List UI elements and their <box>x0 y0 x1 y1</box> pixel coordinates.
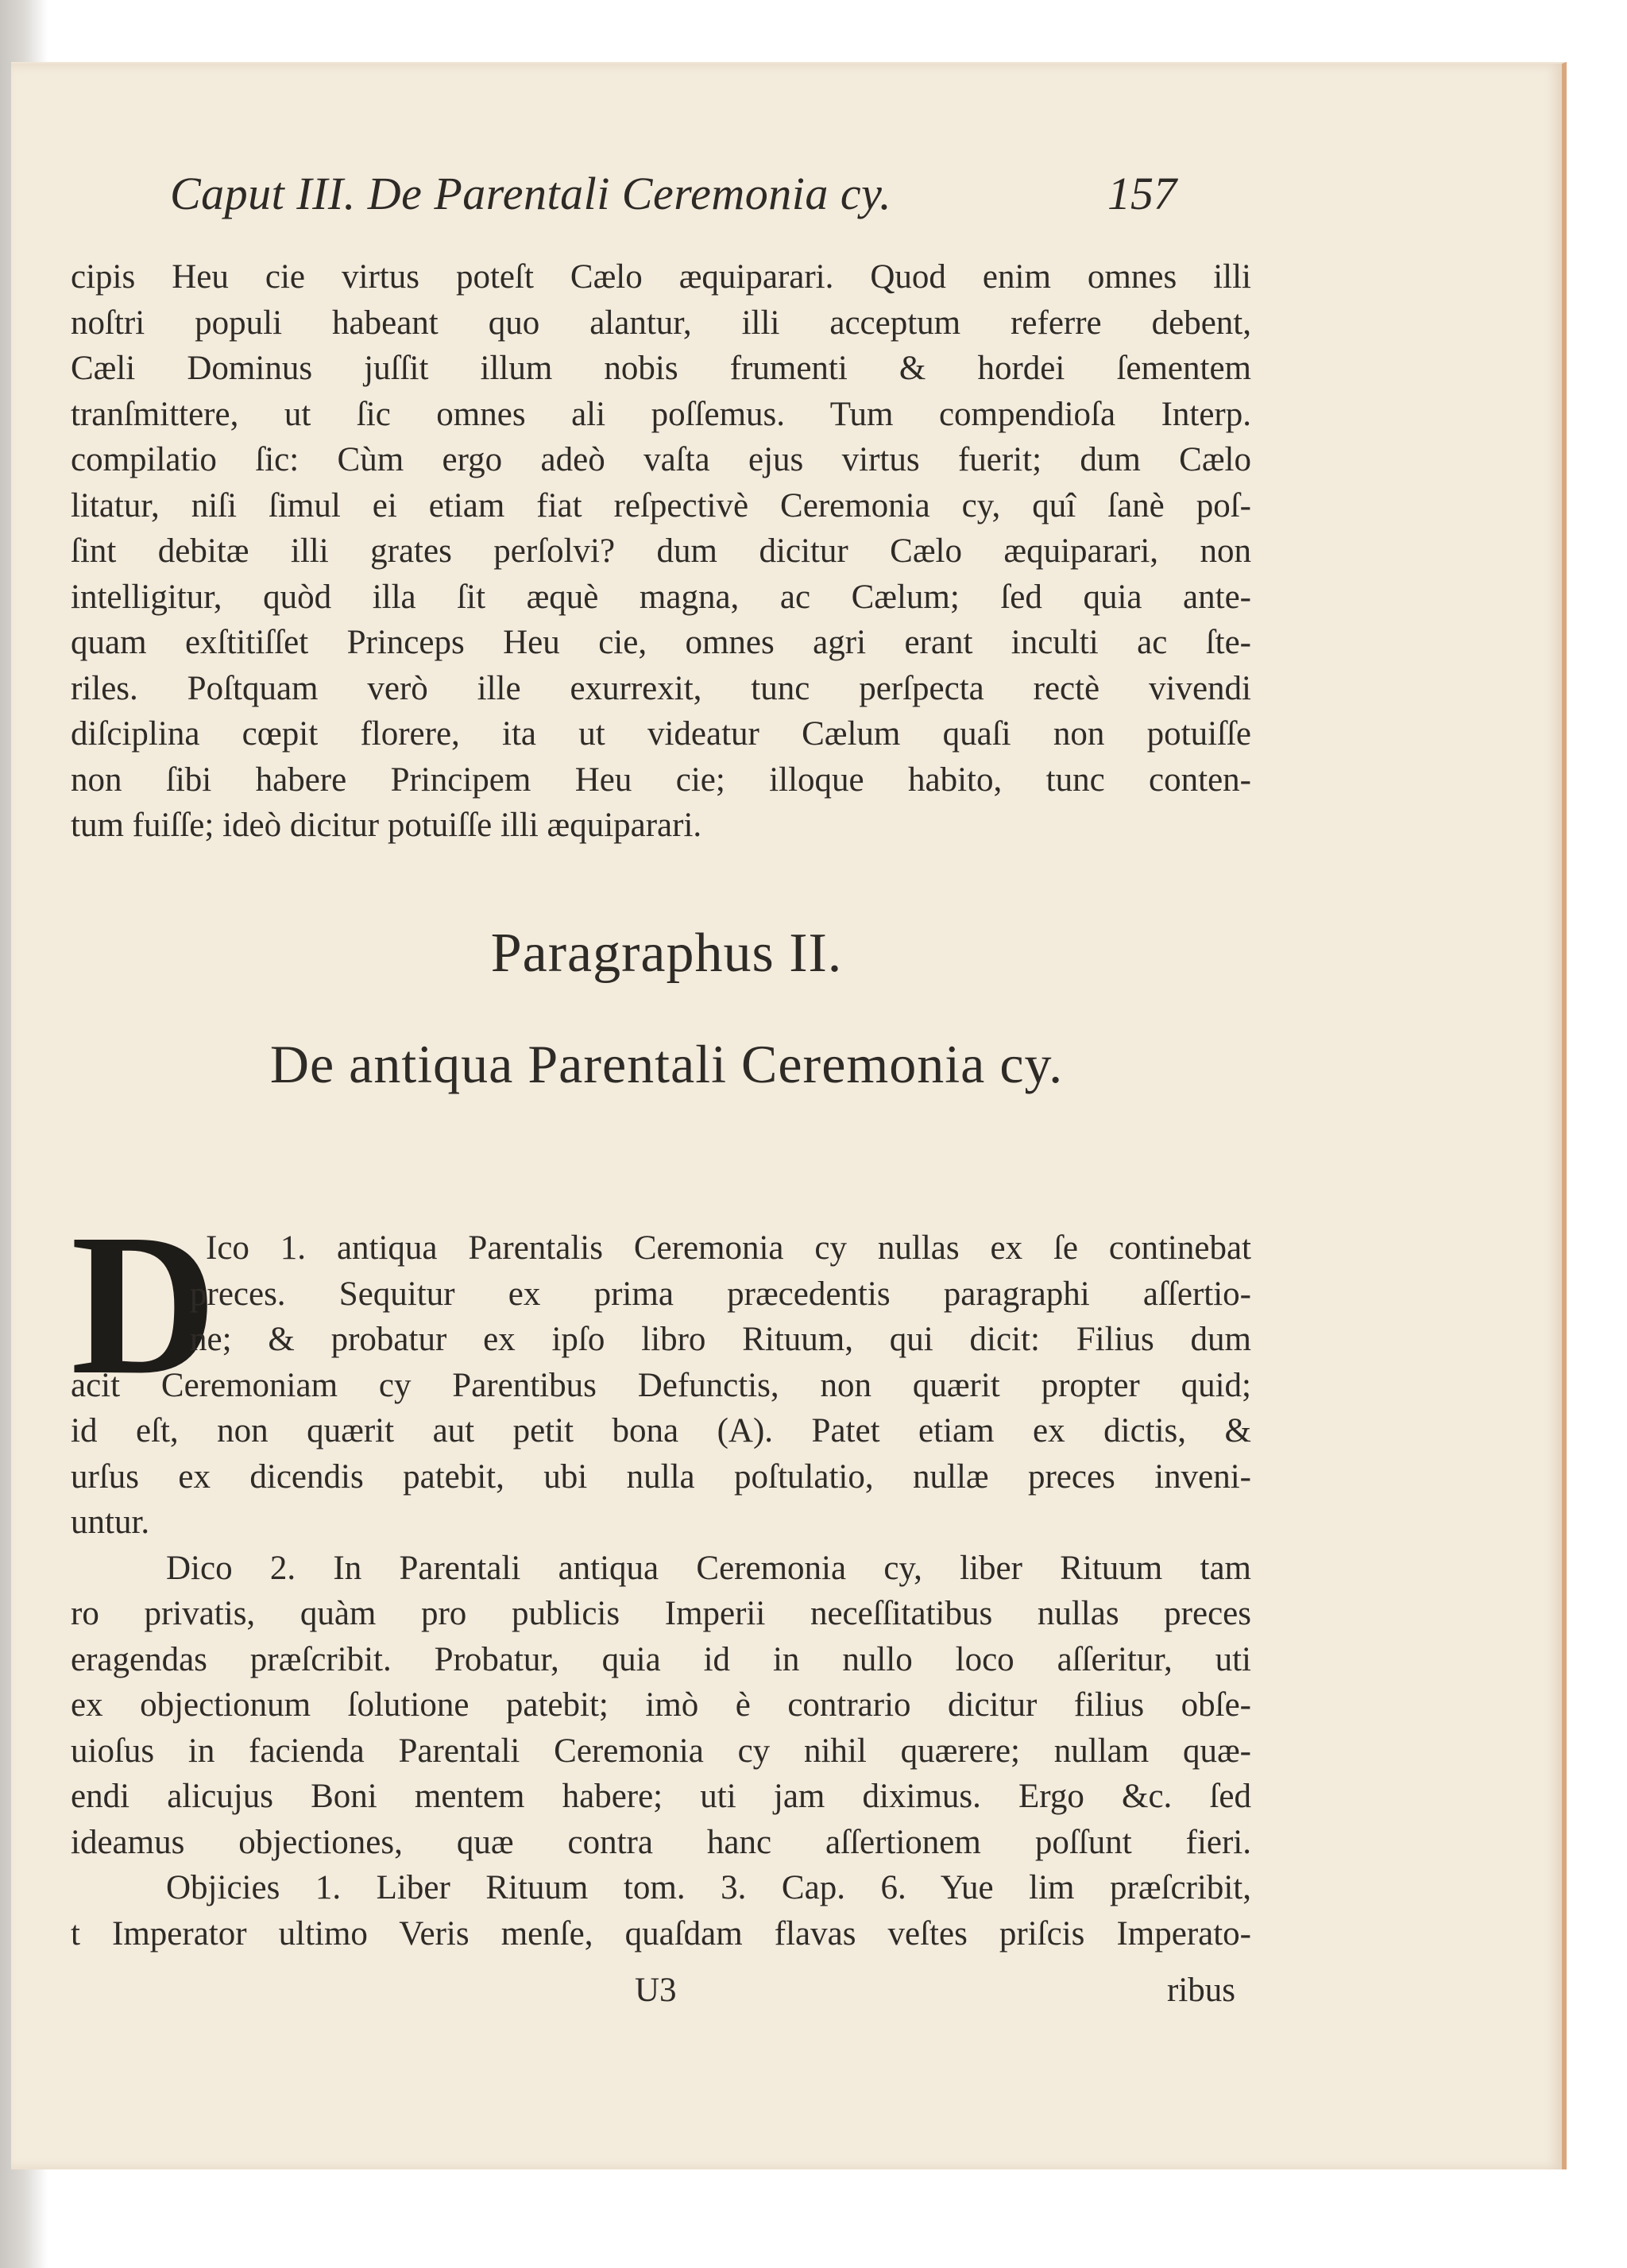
text-line: t Imperator ultimo Veris menſe, quaſdam flavas veſtes priſcis Imperato- <box>71 1914 1251 1953</box>
page-number: 157 <box>1107 168 1177 219</box>
text-line: quam exſtitiſſet Princeps Heu cie, omnes agri erant inculti ac ſte- <box>71 624 1251 661</box>
text-line: Cæli Dominus juſſit illum nobis frumenti & hordei ſementem <box>71 350 1251 387</box>
text-line: Ico 1. antiqua Parentalis Ceremonia cy nullas ex ſe continebat <box>206 1229 1251 1267</box>
paragraph-heading: Paragraphus II. <box>490 923 843 984</box>
running-head-title: Caput III. De Parentali Ceremonia cy. <box>170 168 892 219</box>
text-line: untur. <box>71 1504 150 1541</box>
text-line: compilatio ſic: Cùm ergo adeò vaſta ejus virtus fuerit; dum Cælo <box>71 441 1251 478</box>
paragraph-subheading: De antiqua Parentali Ceremonia cy. <box>269 1034 1064 1094</box>
text-line: acit Ceremoniam cy Parentibus Defunctis, non quærit propter quid; <box>71 1366 1251 1404</box>
text-line: diſciplina cœpit florere, ita ut videatur Cælum quaſi non potuiſſe <box>71 715 1251 753</box>
text-line: ex objectionum ſolutione patebit; imò è contrario dicitur filius obſe- <box>71 1686 1251 1724</box>
text-line: Objicies 1. Liber Rituum tom. 3. Cap. 6. Yue lim præſcribit, <box>166 1869 1251 1906</box>
text-line: endi alicujus Boni mentem habere; uti jam diximus. Ergo &c. ſed <box>71 1778 1251 1815</box>
text-line: ro privatis, quàm pro publicis Imperii neceſſitatibus nullas preces <box>71 1595 1251 1632</box>
text-line: tranſmittere, ut ſic omnes ali poſſemus. Tum compendioſa Interp. <box>71 395 1251 433</box>
book-page <box>11 62 1567 2169</box>
signature-mark: U3 <box>635 1972 677 2009</box>
text-line: tum fuiſſe; ideò dicitur potuiſſe illi æquiparari. <box>71 807 702 844</box>
text-line: id eſt, non quærit aut petit bona (A). Patet etiam ex dictis, & <box>71 1412 1251 1449</box>
text-line: riles. Poſtquam verò ille exurrexit, tunc perſpecta rectè vivendi <box>71 669 1251 707</box>
text-line: eragendas præſcribit. Probatur, quia id in nullo loco aſſeritur, uti <box>71 1640 1251 1678</box>
text-line: preces. Sequitur ex prima præcedentis paragraphi aſſertio- <box>190 1275 1251 1313</box>
text-line: ne; & probatur ex ipſo libro Rituum, qui dicit: Filius dum <box>190 1321 1251 1358</box>
text-line: non ſibi habere Principem Heu cie; illoque habito, tunc conten- <box>71 761 1251 799</box>
text-line: urſus ex dicendis patebit, ubi nulla poſtulatio, nullæ preces inveni- <box>71 1457 1251 1496</box>
text-line: ſint debitæ illi grates perſolvi? dum dicitur Cælo æquiparari, non <box>71 532 1251 570</box>
text-line: noſtri populi habeant quo alantur, illi acceptum referre debent, <box>71 304 1251 342</box>
text-line: uioſus in facienda Parentali Ceremonia cy nihil quærere; nullam quæ- <box>71 1732 1251 1770</box>
text-line: ideamus objectiones, quæ contra hanc aſſertionem poſſunt fieri. <box>71 1823 1251 1861</box>
section-2-text <box>71 1193 1251 1956</box>
drop-cap: D <box>71 1193 218 1417</box>
running-head <box>170 167 1203 238</box>
catchword: ribus <box>1167 1972 1235 2009</box>
text-line: Dico 2. In Parentali antiqua Ceremonia cy, liber Rituum tam <box>166 1549 1251 1587</box>
text-line: intelligitur, quòd illa ſit æquè magna, ac Cælum; ſed quia ante- <box>71 578 1251 616</box>
section-1-text <box>71 254 1251 849</box>
text-line: litatur, niſi ſimul ei etiam fiat reſpectivè Ceremonia cy, quî ſanè poſ- <box>71 486 1251 524</box>
text-line: cipis Heu cie virtus poteſt Cælo æquiparari. Quod enim omnes illi <box>71 258 1251 296</box>
